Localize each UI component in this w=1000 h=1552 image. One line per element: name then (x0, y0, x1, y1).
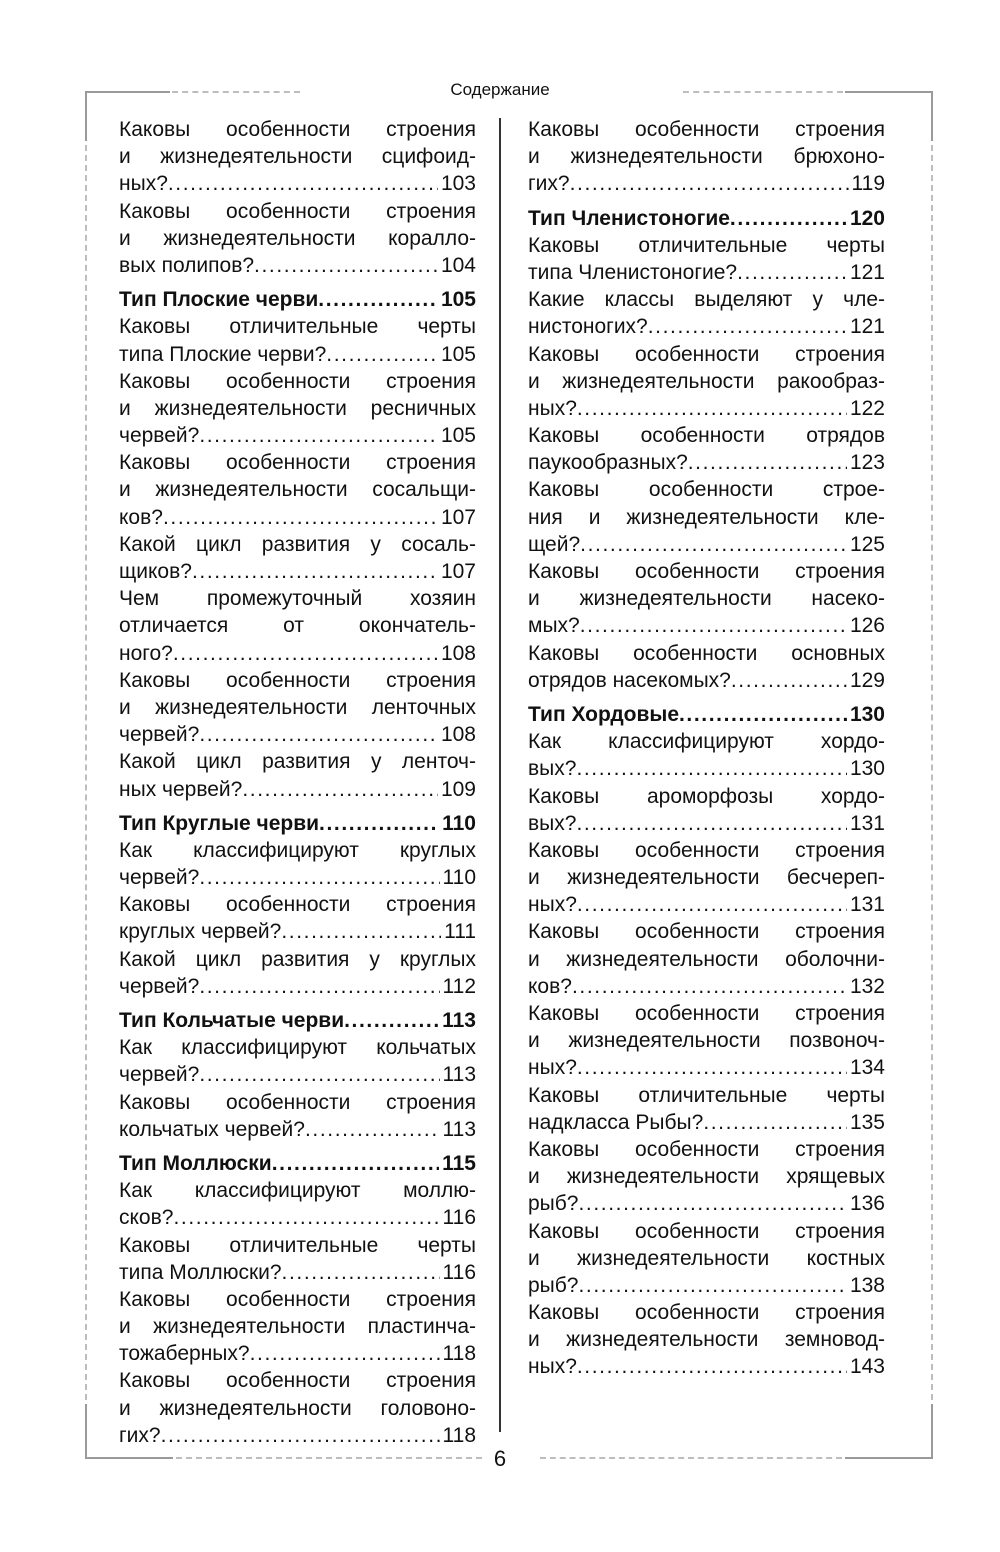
entry-text: гих? (119, 1423, 161, 1447)
entry-line: Какой цикл развития у ленточ- (119, 750, 476, 774)
page-ref: 138 (849, 1273, 885, 1297)
entry-line: Каковы особенности строения (119, 668, 476, 692)
page-ref: 108 (440, 723, 476, 747)
dot-leader (580, 612, 847, 639)
entry-last-line (119, 1422, 476, 1449)
toc-entry (528, 728, 885, 782)
page-ref: 109 (440, 777, 476, 801)
entry-line: Каковы особенности строения (528, 560, 885, 583)
dot-leader (679, 701, 847, 728)
toc-entry (119, 748, 476, 802)
toc-column-left (119, 116, 476, 1449)
toc-entry (528, 783, 885, 837)
dot-leader (199, 973, 439, 1000)
toc-entry (528, 1299, 885, 1381)
toc-entry (119, 531, 476, 585)
toc-section-heading (119, 1150, 476, 1177)
entry-line: Каковы особенности строения (528, 1137, 885, 1161)
toc-section-heading (119, 810, 476, 837)
entry-line: Каковы особенности строения (119, 1287, 476, 1311)
entry-last-line (528, 1109, 885, 1136)
entry-line: Каковы особенности строения (528, 1219, 885, 1243)
dot-leader (577, 891, 847, 918)
toc-section-heading (119, 1007, 476, 1034)
dot-leader (173, 1204, 439, 1231)
entry-text: червей? (119, 1063, 200, 1087)
dot-leader (344, 1007, 439, 1034)
entry-text: гих? (528, 172, 570, 196)
page-ref: 121 (849, 315, 885, 339)
entry-text: червей? (119, 424, 200, 448)
toc-entry (119, 1286, 476, 1368)
entry-line: Какие классы выделяют у чле- (528, 288, 885, 312)
entry-last-line (119, 1259, 476, 1286)
entry-text: сков? (119, 1206, 174, 1230)
dot-leader (281, 918, 441, 945)
entry-last-line (528, 612, 885, 639)
entry-line: Как классифицируют кольчатых (119, 1036, 476, 1060)
dot-leader (648, 313, 847, 340)
entry-line: и жизнедеятельности насеко- (528, 587, 885, 611)
dot-leader (250, 1340, 440, 1367)
entry-line: и жизнедеятельности коралло- (119, 226, 476, 250)
page-ref: 104 (440, 253, 476, 277)
toc-entry (119, 667, 476, 749)
page-ref: 126 (849, 614, 885, 638)
entry-last-line (528, 395, 885, 422)
dot-leader (703, 1109, 847, 1136)
toc-entry (119, 449, 476, 531)
page-ref: 105 (440, 424, 476, 448)
page-number: 6 (493, 1446, 507, 1471)
toc-entry (528, 476, 885, 558)
entry-last-line (528, 1353, 885, 1380)
toc-entry (119, 891, 476, 945)
dot-leader (577, 1353, 847, 1380)
section-title: Тип Хордовые (528, 702, 679, 726)
entry-last-line (528, 531, 885, 558)
entry-last-line (119, 341, 476, 368)
toc-entry (528, 341, 885, 423)
page-ref: 120 (849, 206, 885, 230)
entry-text: отрядов насекомых? (528, 668, 731, 692)
page-ref: 113 (442, 1009, 476, 1032)
dot-leader (572, 973, 847, 1000)
entry-line: Каковы отличительные черты (528, 1083, 885, 1107)
entry-text: щей? (528, 532, 581, 556)
page-ref: 103 (440, 172, 476, 196)
page-ref: 130 (849, 757, 885, 781)
section-title: Тип Круглые черви (119, 811, 320, 835)
page-ref: 105 (440, 342, 476, 366)
toc-entry (119, 1367, 476, 1449)
toc-entry (119, 1232, 476, 1286)
toc-section-heading (528, 701, 885, 728)
frame-right-dash (931, 145, 933, 1400)
entry-text: червей? (119, 974, 200, 998)
entry-text: вых? (528, 811, 577, 835)
page-ref: 129 (849, 668, 885, 692)
entry-line: Каковы особенности строения (528, 1301, 885, 1325)
entry-text: кольчатых червей? (119, 1117, 305, 1141)
dot-leader (577, 395, 847, 422)
page-ref: 121 (849, 260, 885, 284)
entry-text: червей? (119, 723, 200, 747)
dot-leader (577, 1054, 847, 1081)
entry-text: вых? (528, 757, 577, 781)
entry-last-line (119, 252, 476, 279)
entry-line: и жизнедеятельности сцифоид- (119, 145, 476, 169)
entry-line: Каковы отличительные черты (119, 315, 476, 339)
toc-entry (528, 232, 885, 286)
toc-entry (119, 368, 476, 450)
entry-last-line (119, 1061, 476, 1088)
dot-leader (199, 422, 438, 449)
entry-line: Как классифицируют хордо- (528, 730, 885, 754)
entry-line: Каковы особенности строе- (528, 478, 885, 502)
column-divider (499, 118, 501, 1432)
toc-entry (119, 837, 476, 891)
entry-line: Чем промежуточный хозяин (119, 587, 476, 611)
entry-line: и жизнедеятельности оболочни- (528, 947, 885, 971)
dot-leader (199, 1061, 439, 1088)
entry-text: ков? (119, 505, 163, 529)
dot-leader (199, 721, 438, 748)
dot-leader (688, 449, 847, 476)
dot-leader (731, 667, 847, 694)
entry-line: Каковы особенности строения (528, 838, 885, 862)
page-ref: 118 (442, 1423, 476, 1447)
dot-leader (272, 1150, 439, 1177)
toc-entry (528, 837, 885, 919)
dot-leader (570, 170, 849, 197)
entry-last-line (119, 558, 476, 585)
entry-line: Каковы особенности строения (528, 920, 885, 944)
entry-line: Каковы особенности строения (119, 199, 476, 223)
toc-entry (119, 1177, 476, 1231)
entry-line: Как классифицируют моллю- (119, 1179, 476, 1203)
entry-last-line (119, 1204, 476, 1231)
dot-leader (199, 864, 439, 891)
page-ref: 107 (440, 560, 476, 583)
toc-section-heading (528, 205, 885, 232)
dot-leader (163, 504, 438, 531)
page-ref: 125 (849, 532, 885, 556)
entry-last-line (528, 891, 885, 918)
entry-line: Каковы особенности строения (528, 118, 885, 141)
toc-entry (119, 313, 476, 367)
entry-text: типа Членистоногие? (528, 260, 738, 284)
page-ref: 136 (849, 1192, 885, 1216)
entry-last-line (119, 1340, 476, 1367)
entry-last-line (528, 973, 885, 1000)
entry-line: Каковы особенности строения (119, 118, 476, 141)
entry-text: ных червей? (119, 777, 243, 801)
page-ref: 135 (849, 1110, 885, 1134)
page-ref: 143 (849, 1355, 885, 1379)
entry-line: Каковы отличительные черты (528, 233, 885, 257)
toc-entry (528, 640, 885, 694)
page-ref: 113 (442, 1117, 476, 1141)
page-ref: 112 (442, 974, 476, 998)
entry-text: вых полипов? (119, 253, 255, 277)
entry-line: отличается от окончатель- (119, 614, 476, 638)
entry-line: и жизнедеятельности позвоноч- (528, 1029, 885, 1053)
page-ref: 107 (440, 505, 476, 529)
entry-line: Какой цикл развития у круглых (119, 947, 476, 971)
entry-line: Какой цикл развития у сосаль- (119, 532, 476, 556)
entry-line: и жизнедеятельности ресничных (119, 396, 476, 420)
page-ref: 111 (444, 920, 476, 944)
entry-text: ных? (528, 1355, 577, 1379)
entry-line: Каковы ароморфозы хордо- (528, 784, 885, 808)
page-ref: 130 (849, 702, 885, 726)
entry-line: Каковы особенности строения (119, 893, 476, 917)
toc-entry (528, 286, 885, 340)
dot-leader (192, 558, 438, 585)
page-ref: 105 (440, 288, 476, 312)
toc-entry (528, 1136, 885, 1218)
section-title: Тип Моллюски (119, 1151, 272, 1175)
entry-text: тожаберных? (119, 1342, 250, 1366)
page-ref: 132 (849, 974, 885, 998)
entry-text: рыб? (528, 1273, 579, 1297)
toc-entry (528, 558, 885, 640)
toc-entry (119, 1089, 476, 1143)
entry-last-line (119, 776, 476, 803)
entry-text: типа Моллюски? (119, 1260, 282, 1284)
page-ref: 108 (440, 641, 476, 665)
entry-line: Каковы особенности основных (528, 641, 885, 665)
entry-line: Как классифицируют круглых (119, 838, 476, 862)
entry-text: ного? (119, 641, 173, 665)
entry-last-line (119, 721, 476, 748)
entry-text: круглых червей? (119, 920, 282, 944)
toc-entry (528, 116, 885, 198)
entry-text: ных? (119, 172, 168, 196)
toc-entry (528, 422, 885, 476)
entry-last-line (119, 864, 476, 891)
dot-leader (282, 1259, 440, 1286)
entry-last-line (528, 259, 885, 286)
dot-leader (576, 755, 847, 782)
entry-text: ков? (528, 974, 572, 998)
page-ref: 118 (442, 1342, 476, 1366)
entry-last-line (528, 1190, 885, 1217)
entry-line: Каковы особенности строения (528, 1002, 885, 1025)
dot-leader (737, 259, 847, 286)
section-title: Тип Членистоногие (528, 206, 730, 230)
entry-last-line (119, 170, 476, 197)
toc-entry (119, 198, 476, 280)
toc-entry (119, 1034, 476, 1088)
entry-text: ных? (528, 1056, 577, 1080)
entry-line: и жизнедеятельности ракообраз- (528, 369, 885, 393)
entry-line: и жизнедеятельности ленточных (119, 695, 476, 719)
dot-leader (730, 205, 847, 232)
entry-line: и жизнедеятельности бесчереп- (528, 866, 885, 890)
entry-text: червей? (119, 866, 200, 890)
entry-last-line (528, 170, 885, 197)
entry-last-line (528, 810, 885, 837)
entry-last-line (119, 422, 476, 449)
frame-left-dash (85, 145, 87, 1400)
dot-leader (576, 810, 847, 837)
dot-leader (305, 1116, 440, 1143)
entry-last-line (119, 1116, 476, 1143)
dot-leader (578, 1272, 846, 1299)
toc-entry (528, 1000, 885, 1082)
page-ref: 131 (849, 811, 885, 835)
dot-leader (168, 170, 438, 197)
page-ref: 113 (442, 1063, 476, 1087)
page-ref: 116 (442, 1260, 476, 1284)
entry-last-line (119, 640, 476, 667)
dot-leader (319, 810, 439, 837)
toc-entry (119, 946, 476, 1000)
dot-leader (580, 531, 847, 558)
entry-text: ных? (528, 893, 577, 917)
entry-line: и жизнедеятельности костных (528, 1246, 885, 1270)
entry-last-line (528, 1272, 885, 1299)
page-ref: 134 (849, 1056, 885, 1080)
page-ref: 110 (442, 811, 476, 835)
page-ref: 119 (851, 172, 885, 196)
entry-text: надкласса Рыбы? (528, 1110, 704, 1134)
dot-leader (326, 341, 438, 368)
entry-last-line (119, 504, 476, 531)
entry-line: и жизнедеятельности земновод- (528, 1328, 885, 1352)
entry-text: паукообразных? (528, 451, 688, 475)
section-title: Тип Кольчатые черви (119, 1009, 345, 1032)
page-ref: 131 (849, 893, 885, 917)
entry-line: ния и жизнедеятельности кле- (528, 505, 885, 529)
entry-text: щиков? (119, 560, 192, 583)
page-ref: 115 (442, 1151, 476, 1175)
entry-line: Каковы отличительные черты (119, 1233, 476, 1257)
dot-leader (242, 776, 438, 803)
dot-leader (318, 286, 438, 313)
entry-line: Каковы особенности строения (119, 1090, 476, 1114)
dot-leader (173, 640, 438, 667)
entry-text: мых? (528, 614, 580, 638)
entry-last-line (119, 918, 476, 945)
entry-line: и жизнедеятельности пластинча- (119, 1315, 476, 1339)
entry-last-line (119, 973, 476, 1000)
dot-leader (254, 252, 438, 279)
running-header: Содержание (450, 80, 550, 99)
toc-entry (119, 116, 476, 198)
toc-entry (528, 1082, 885, 1136)
entry-line: Каковы особенности строения (119, 451, 476, 475)
entry-last-line (528, 1054, 885, 1081)
entry-last-line (528, 667, 885, 694)
toc-entry (119, 585, 476, 667)
entry-line: Каковы особенности строения (119, 1369, 476, 1393)
entry-line: Каковы особенности отрядов (528, 424, 885, 448)
entry-line: Каковы особенности строения (119, 369, 476, 393)
toc-entry (528, 918, 885, 1000)
page-ref: 110 (442, 866, 476, 890)
entry-text: рыб? (528, 1192, 579, 1216)
entry-text: типа Плоские черви? (119, 342, 327, 366)
entry-text: ных? (528, 396, 577, 420)
entry-last-line (528, 449, 885, 476)
entry-last-line (528, 755, 885, 782)
entry-last-line (528, 313, 885, 340)
entry-text: нистоногих? (528, 315, 648, 339)
toc-entry (528, 1218, 885, 1300)
toc-column-right (528, 116, 885, 1381)
entry-line: и жизнедеятельности хрящевых (528, 1165, 885, 1189)
toc-section-heading (119, 286, 476, 313)
section-title: Тип Плоские черви (119, 288, 319, 312)
dot-leader (578, 1190, 846, 1217)
entry-line: Каковы особенности строения (528, 342, 885, 366)
page-ref: 116 (442, 1206, 476, 1230)
dot-leader (161, 1422, 440, 1449)
page-ref: 123 (849, 451, 885, 475)
entry-line: и жизнедеятельности головоно- (119, 1396, 476, 1420)
entry-line: и жизнедеятельности сосальщи- (119, 478, 476, 502)
entry-line: и жизнедеятельности брюхоно- (528, 145, 885, 169)
page-ref: 122 (849, 396, 885, 420)
